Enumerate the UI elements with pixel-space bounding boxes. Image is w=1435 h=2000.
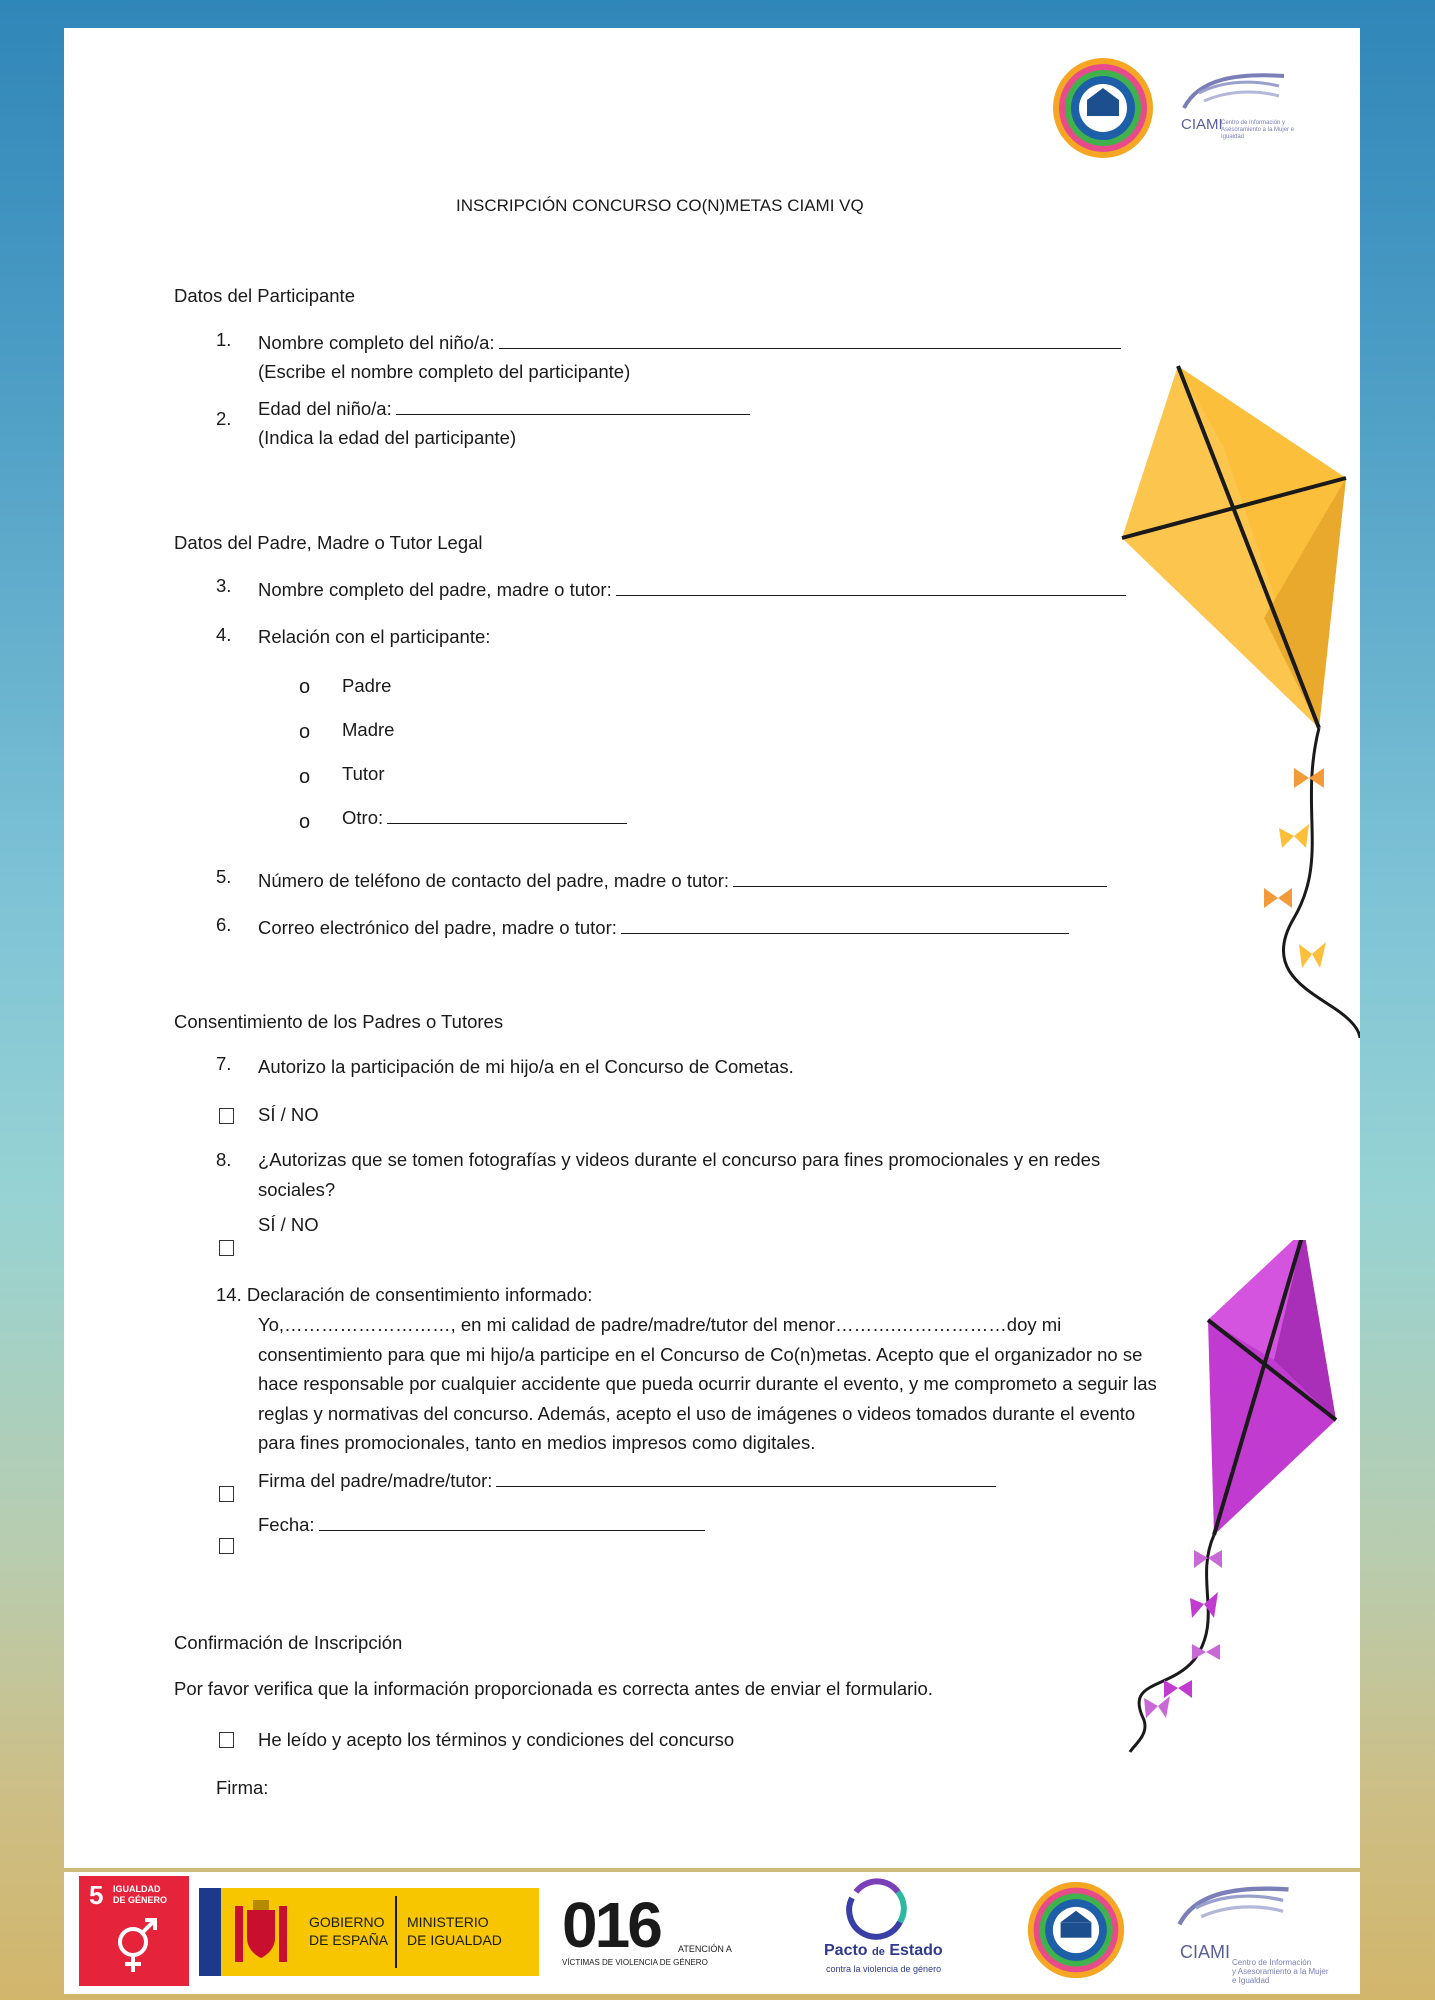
q2-child-age-field[interactable] bbox=[396, 396, 750, 415]
q8-label-line2: sociales? bbox=[258, 1179, 336, 1200]
ciami-footer-sub-3: e Igualdad bbox=[1232, 1976, 1270, 1985]
q8-answer: SÍ / NO bbox=[258, 1214, 319, 1235]
ciami-swoosh-icon bbox=[1179, 68, 1289, 118]
q1-hint: (Escribe el nombre completo del participante) bbox=[258, 361, 631, 382]
q8-checkbox[interactable] bbox=[219, 1240, 234, 1256]
eu-flag-icon bbox=[199, 1888, 221, 1976]
pacto-estado-logo bbox=[804, 1878, 954, 1986]
section-heading-participant: Datos del Participante bbox=[174, 285, 355, 306]
section-heading-guardian: Datos del Padre, Madre o Tutor Legal bbox=[174, 532, 483, 553]
q6-label: Correo electrónico del padre, madre o tutor: bbox=[258, 915, 1069, 940]
section-heading-confirmation: Confirmación de Inscripción bbox=[174, 1632, 403, 1653]
spain-coat-of-arms-icon bbox=[231, 1896, 291, 1968]
q6-number: 6. bbox=[216, 914, 232, 935]
option-otro-field[interactable] bbox=[387, 805, 627, 824]
ods-text-1: IGUALDAD bbox=[113, 1884, 161, 1894]
pacto-smile-icon bbox=[840, 1878, 910, 1942]
ministerio-text-2: DE IGUALDAD bbox=[407, 1932, 502, 1948]
q7-number: 7. bbox=[216, 1053, 232, 1074]
section-heading-consent: Consentimiento de los Padres o Tutores bbox=[174, 1011, 504, 1032]
page-title: INSCRIPCIÓN CONCURSO CO(N)METAS CIAMI VQ bbox=[456, 196, 864, 215]
ciami-footer-swoosh-icon bbox=[1174, 1878, 1294, 1938]
q7-checkbox[interactable] bbox=[219, 1108, 234, 1124]
q14-date-checkbox[interactable] bbox=[219, 1538, 234, 1554]
ciami-logo bbox=[1179, 68, 1299, 168]
q14-signature-checkbox[interactable] bbox=[219, 1486, 234, 1502]
pacto-title: Pacto de Estado bbox=[824, 1942, 943, 1959]
016-logo bbox=[562, 1889, 752, 1982]
q2-number: 2. bbox=[216, 408, 232, 429]
q7-answer: SÍ / NO bbox=[258, 1104, 319, 1125]
q3-guardian-name-field[interactable] bbox=[616, 577, 1126, 596]
q5-phone-field[interactable] bbox=[733, 868, 1107, 887]
q14-date-field[interactable] bbox=[319, 1512, 705, 1531]
q8-number: 8. bbox=[216, 1149, 232, 1170]
ods-number: 5 bbox=[89, 1880, 104, 1910]
q1-child-name-field[interactable] bbox=[499, 330, 1121, 349]
ciami-footer-sub-1: Centro de Información bbox=[1232, 1958, 1312, 1967]
pacto-subtitle: contra la violencia de género bbox=[826, 1964, 942, 1974]
q6-email-field[interactable] bbox=[621, 915, 1069, 934]
q14-signature-label: Firma del padre/madre/tutor: bbox=[258, 1468, 996, 1493]
municipal-logo-footer bbox=[1024, 1878, 1128, 1982]
q14-consent-text: Yo,………………………, en mi calidad de padre/madre/tutor del menor……….………………doy mi consentimiento para que mi hijo/a participe en el Concurso de Co(n)metas. Acepto que el organizador no se hace responsable por cualquier accidente que pueda ocurrir durante el evento, y me comprometo a seguir las reglas y normativas del concurso. Además, acepto el uso de imágenes o videos tomados durante el evento para fines promocionales, tanto en medios impresos como digitales. bbox=[258, 1314, 1157, 1453]
q1-number: 1. bbox=[216, 329, 232, 350]
gender-equality-icon bbox=[111, 1918, 161, 1974]
ciami-label: CIAMI bbox=[1181, 116, 1223, 133]
016-sub-2: VÍCTIMAS DE VIOLENCIA DE GÉNERO bbox=[562, 1958, 708, 1967]
option-otro-label: Otro: bbox=[342, 805, 627, 830]
q5-label: Número de teléfono de contacto del padre, madre o tutor: bbox=[258, 868, 1107, 893]
gobierno-espana-logo bbox=[199, 1888, 539, 1976]
q5-number: 5. bbox=[216, 866, 232, 887]
q3-label: Nombre completo del padre, madre o tutor: bbox=[258, 577, 1126, 602]
q7-label: Autorizo la participación de mi hijo/a en el Concurso de Cometas. bbox=[258, 1056, 794, 1077]
gobierno-text-2: DE ESPAÑA bbox=[309, 1932, 389, 1948]
016-number: 016 bbox=[562, 1889, 660, 1961]
terms-label: He leído y acepto los términos y condiciones del concurso bbox=[258, 1729, 735, 1750]
q8-label-line1: ¿Autorizas que se tomen fotografías y videos durante el concurso para fines promocionales y en redes bbox=[258, 1149, 1101, 1170]
q14-label: 14. Declaración de consentimiento informado: bbox=[216, 1284, 593, 1305]
option-tutor-label: Tutor bbox=[342, 763, 385, 784]
016-sub-1: ATENCIÓN A bbox=[678, 1944, 732, 1954]
ministerio-text-1: MINISTERIO bbox=[407, 1914, 489, 1930]
option-madre-label: Madre bbox=[342, 719, 395, 740]
q14-date-label: Fecha: bbox=[258, 1512, 705, 1537]
ciami-sub: Centro de Información y Asesoramiento a la Mujer e Igualdad bbox=[1221, 120, 1295, 140]
gobierno-text-1: GOBIERNO bbox=[309, 1914, 385, 1930]
ciami-footer-sub-2: y Asesoramiento a la Mujer bbox=[1232, 1967, 1329, 1976]
q3-number: 3. bbox=[216, 575, 232, 596]
q2-hint: (Indica la edad del participante) bbox=[258, 427, 517, 448]
option-madre-radio[interactable]: o bbox=[299, 721, 311, 743]
form-page bbox=[64, 28, 1360, 1868]
ciami-footer-label: CIAMI bbox=[1180, 1942, 1231, 1962]
q2-label: Edad del niño/a: bbox=[258, 396, 750, 421]
option-padre-radio[interactable]: o bbox=[299, 676, 311, 698]
footer-logos bbox=[64, 1872, 1360, 1994]
purple-kite-icon bbox=[1074, 1240, 1360, 1760]
final-signature-label: Firma: bbox=[216, 1777, 269, 1798]
option-tutor-radio[interactable]: o bbox=[299, 766, 311, 788]
confirmation-note: Por favor verifica que la información proporcionada es correcta antes de enviar el formulario. bbox=[174, 1678, 933, 1699]
municipal-logo bbox=[1049, 54, 1157, 162]
ciami-logo-footer bbox=[1174, 1878, 1344, 1988]
yellow-kite-icon bbox=[1114, 328, 1360, 1088]
option-otro-radio[interactable]: o bbox=[299, 811, 311, 833]
q4-number: 4. bbox=[216, 624, 232, 645]
ods-5-logo bbox=[79, 1876, 189, 1986]
logo-divider bbox=[395, 1896, 397, 1968]
terms-checkbox[interactable] bbox=[219, 1732, 234, 1748]
q1-label: Nombre completo del niño/a: bbox=[258, 330, 1121, 355]
q14-signature-field[interactable] bbox=[496, 1468, 996, 1487]
ods-text-2: DE GÉNERO bbox=[113, 1895, 168, 1905]
option-padre-label: Padre bbox=[342, 675, 392, 696]
q4-label: Relación con el participante: bbox=[258, 626, 491, 647]
